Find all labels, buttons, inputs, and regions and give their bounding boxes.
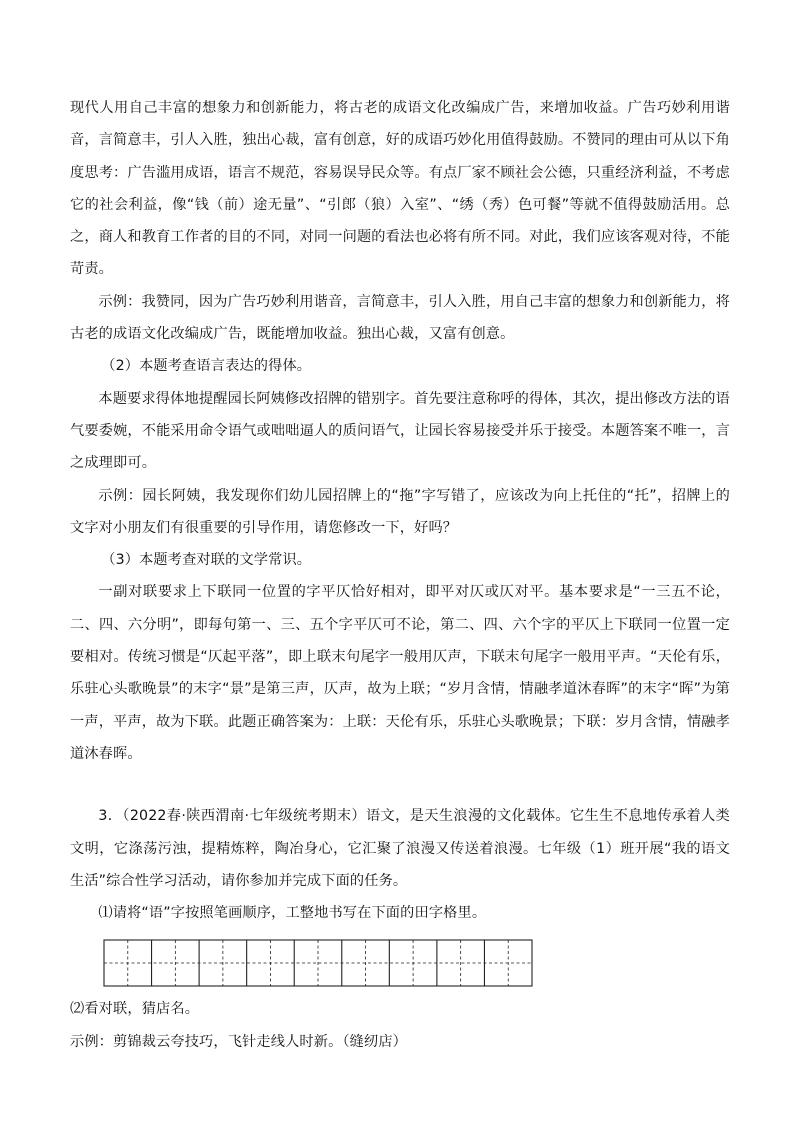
answer-content (70, 92, 730, 1058)
question-intro: 语文，是天生浪漫的文化载体。它生生不息地传承着人类文明，它涤荡污浊，提精炼粹，陶冶身心，它汇聚了浪漫又传送着浪漫。七年级（1）班开展“我的语文生活”综合性学习活动，请你参加并完成下面的任务。 (70, 808, 730, 889)
analysis-paragraph-2: 本题要求得体地提醒园长阿姨修改招牌的错别字。首先要注意称呼的得体，其次，提出修改方法的语气要委婉，不能采用命令语气或咄咄逼人的质问语气，让园长容易接受并乐于接受。本题答案不唯一，言之成理即可。 (70, 390, 730, 472)
task-2-example: 示例：剪锦裁云夸技巧，飞针走线人时新。（缝纫店） (70, 1033, 408, 1050)
sub-question-3-heading: （3）本题考查对联的文学常识。 (101, 552, 312, 569)
example-paragraph-1: 示例：我赞同，因为广告巧妙利用谐音，言简意丰，引人入胜，用自己丰富的想象力和创新能力，将古老的成语文化改编成广告，既能增加收益。独出心裁，又富有创意。 (70, 293, 730, 343)
analysis-paragraph-3: 一副对联要求上下联同一位置的字平仄恰好相对，即平对仄或仄对平。基本要求是“一三五不论，二、四、六分明”，即每句第一、三、五个字平仄可不论，第二、四、六个字的平仄上下联同一位置一定要相对。传统习惯是“仄起平落”，即上联末句尾字一般用仄声，下联末句尾字一般用平声。“天伦有乐，乐驻心头歌晚景”的末字“景”是第三声，仄声，故为上联；“岁月含情，情融孝道沐春晖”的末字“晖”为第一声，平声，故为下联。此题正确答案为：上联：天伦有乐，乐驻心头歌晚景；下联：岁月含情，情融孝道沐春晖。 (70, 584, 730, 762)
analysis-paragraph-1: 现代人用自己丰富的想象力和创新能力，将古老的成语文化改编成广告，来增加收益。广告巧妙利用谐音，言简意丰，引人入胜，独出心裁，富有创意，好的成语巧妙化用值得鼓励。不赞同的理由可从以下角度思考：广告滥用成语，语言不规范，容易误导民众等。有点厂家不顾社会公德，只重经济利益，不考虑它的社会利益，像“钱（前）途无量”、“引郎（狼）入室”、“绣（秀）色可餐”等就不值得鼓励活用。总之，商人和教育工作者的目的不同，对同一问题的看法也必将有所不同。对此，我们应该客观对待，不能苛责。 (70, 100, 730, 278)
task-1-prompt: ⑴请将“语”字按照笔画顺序，工整地书写在下面的田字格里。 (98, 905, 487, 922)
tianzige-grid[interactable] (103, 939, 533, 987)
question-3 (70, 800, 730, 1058)
question-source: （2022春·陕西渭南·七年级统考期末） (122, 808, 366, 825)
task-2-prompt: ⑵看对联，猜店名。 (70, 1001, 200, 1018)
example-paragraph-2: 示例：园长阿姨，我发现你们幼儿园招牌上的“拖”字写错了，应该改为向上托住的“托”，招牌上的文字对小朋友们有很重要的引导作用，请您修改一下，好吗？ (70, 487, 730, 536)
sub-question-2-heading: （2）本题考查语言表达的得体。 (101, 358, 312, 375)
tianzige-svg[interactable] (103, 939, 533, 987)
question-3-stem (70, 800, 730, 897)
question-number: 3． (98, 808, 123, 825)
